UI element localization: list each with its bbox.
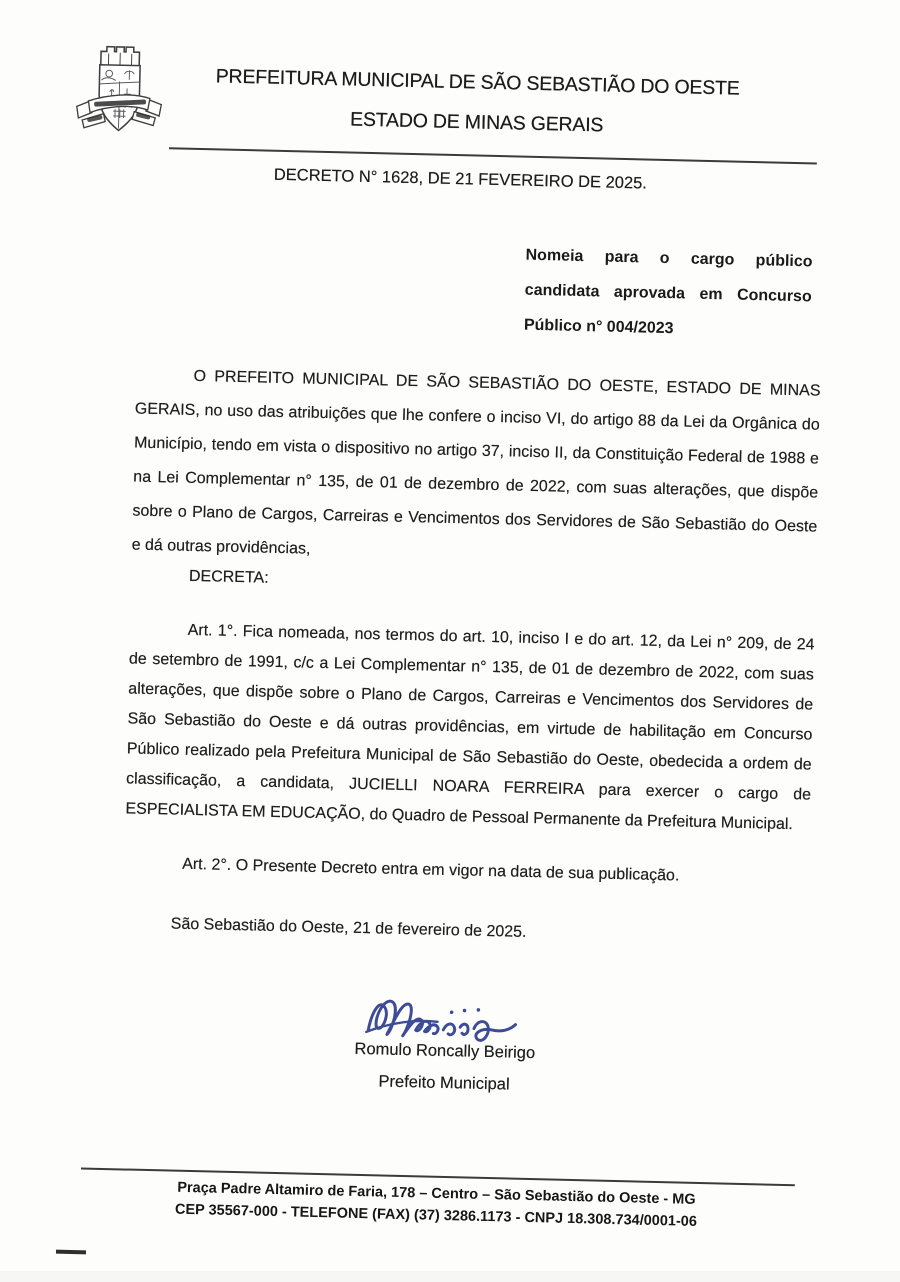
- decree-preamble: O PREFEITO MUNICIPAL DE SÃO SEBASTIÃO DO OESTE, ESTADO DE MINAS GERAIS, no uso das atribuições que lhe confere o inciso VI, do artigo 88 da Lei da Orgânica do Município, tendo em vista o dispositivo no artigo 37, inciso II, da Constituição Federal de 1988 e na Lei Complementar n° 135, de 01 de dezembro de 2022, com suas alterações, que dispõe sobre o Plano de Cargos, Carreiras e Vencimentos dos Servidores de São Sebastião do Oeste e dá outras providências,: [131, 367, 821, 558]
- scan-artifact-mark: [56, 1250, 86, 1255]
- footer-line-2: CEP 35567-000 - TELEFONE (FAX) (37) 3286.1173 - CNPJ 18.308.734/0001-06: [174, 1201, 698, 1230]
- decree-summary: Nomeia para o cargo público candidata aprovada em Concurso Público n° 004/2023: [523, 246, 813, 338]
- letterhead: [196, 56, 758, 149]
- enacting-word: DECRETA:: [188, 567, 269, 587]
- footer-address: [0, 1172, 887, 1237]
- decree-title: DECRETO N° 1628, DE 21 FEVEREIRO DE 2025.: [273, 165, 648, 193]
- footer-line-1: Praça Padre Altamiro de Faria, 178 – Centro – São Sebastião do Oeste - MG: [177, 1179, 696, 1208]
- article-2: Art. 2°. O Presente Decreto entra em vigor na data de sua publicação.: [181, 855, 680, 885]
- org-state: ESTADO DE MINAS GERAIS: [349, 108, 604, 137]
- coat-of-arms-icon: [69, 43, 169, 141]
- org-name: PREFEITURA MUNICIPAL DE SÃO SEBASTIÃO DO OESTE: [215, 65, 740, 100]
- dateline: São Sebastião do Oeste, 21 de fevereiro de 2025.: [170, 915, 527, 941]
- signatory-name: Romulo Roncally Beirigo: [354, 1039, 536, 1063]
- header-divider: [169, 147, 817, 164]
- article-1: Art. 1°. Fica nomeada, nos termos do art. 10, inciso I e do art. 12, da Lei n° 209, de 24 de setembro de 1991, c/c a Lei Complementar n° 135, de 01 de dezembro de 2022, com suas alterações, que dispõe sobre o Plano de Cargos, Carreiras e Vencimentos dos Servidores de São Sebastião do Oeste e dá outras providências, em virtude de habilitação em Concurso Público realizado pela Prefeitura Municipal de São Sebastião do Oeste, obedecida a ordem de classificação, a candidata, JUCIELLI NOARA FERREIRA para exercer o cargo de ESPECIALISTA EM EDUCAÇÃO, do Quadro de Pessoal Permanente da Prefeitura Municipal.: [125, 621, 815, 834]
- signatory-title: Prefeito Municipal: [378, 1072, 510, 1094]
- signature-icon: [362, 990, 521, 1048]
